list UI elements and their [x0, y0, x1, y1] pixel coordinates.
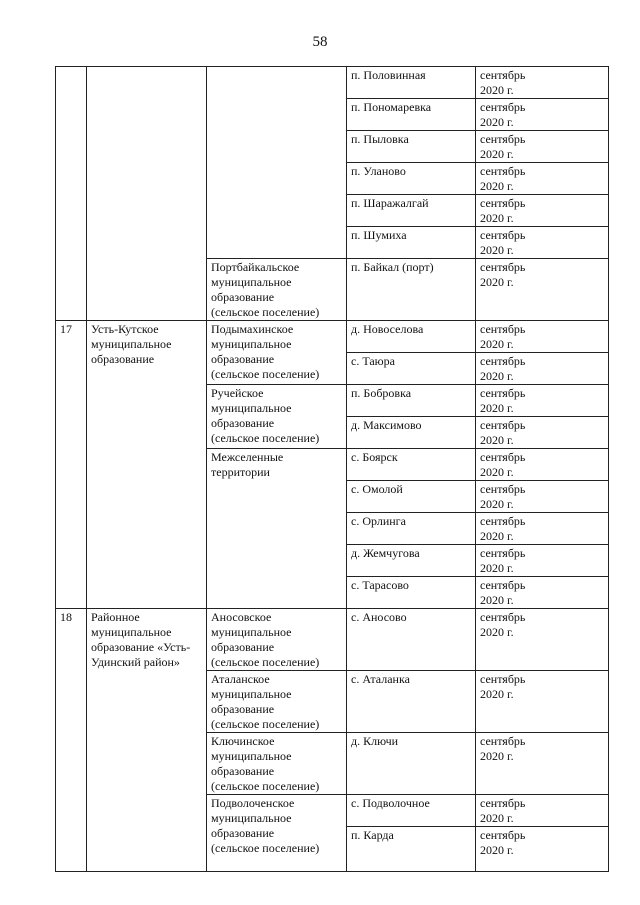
- date-cell: сентябрь 2020 г.: [476, 259, 609, 321]
- date-cell: сентябрь 2020 г.: [476, 795, 609, 827]
- date-cell: сентябрь 2020 г.: [476, 609, 609, 671]
- settlement-cell: с. Омолой: [347, 481, 476, 513]
- municipality-cell: [207, 67, 347, 259]
- date-cell: сентябрь 2020 г.: [476, 67, 609, 99]
- settlement-cell: д. Максимово: [347, 417, 476, 449]
- settlement-cell: с. Подволочное: [347, 795, 476, 827]
- settlement-cell: п. Половинная: [347, 67, 476, 99]
- date-cell: сентябрь 2020 г.: [476, 227, 609, 259]
- date-cell: сентябрь 2020 г.: [476, 353, 609, 385]
- row-number-cell: [56, 67, 87, 321]
- district-cell: [87, 67, 207, 321]
- settlement-cell: с. Аталанка: [347, 671, 476, 733]
- settlement-cell: п. Шаражалгай: [347, 195, 476, 227]
- settlement-cell: п. Карда: [347, 827, 476, 872]
- schedule-table: [55, 66, 609, 872]
- date-cell: сентябрь 2020 г.: [476, 385, 609, 417]
- date-cell: сентябрь 2020 г.: [476, 733, 609, 795]
- date-cell: сентябрь 2020 г.: [476, 449, 609, 481]
- settlement-cell: с. Таюра: [347, 353, 476, 385]
- date-cell: сентябрь 2020 г.: [476, 577, 609, 609]
- municipality-cell: Ключинское муниципальное образование (сельское поселение): [207, 733, 347, 795]
- date-cell: сентябрь 2020 г.: [476, 545, 609, 577]
- settlement-cell: с. Орлинга: [347, 513, 476, 545]
- row-number-cell: 17: [56, 321, 87, 609]
- row-number-cell: 18: [56, 609, 87, 872]
- settlement-cell: п. Шумиха: [347, 227, 476, 259]
- date-cell: сентябрь 2020 г.: [476, 827, 609, 872]
- district-cell: Усть-Кутское муниципальное образование: [87, 321, 207, 609]
- settlement-cell: с. Аносово: [347, 609, 476, 671]
- settlement-cell: п. Бобровка: [347, 385, 476, 417]
- municipality-cell: Ручейское муниципальное образование (сельское поселение): [207, 385, 347, 449]
- municipality-cell: Подволоченское муниципальное образование (сельское поселение): [207, 795, 347, 872]
- settlement-cell: д. Жемчугова: [347, 545, 476, 577]
- municipality-cell: Аталанское муниципальное образование (сельское поселение): [207, 671, 347, 733]
- date-cell: сентябрь 2020 г.: [476, 195, 609, 227]
- date-cell: сентябрь 2020 г.: [476, 321, 609, 353]
- date-cell: сентябрь 2020 г.: [476, 481, 609, 513]
- settlement-cell: с. Тарасово: [347, 577, 476, 609]
- date-cell: сентябрь 2020 г.: [476, 671, 609, 733]
- date-cell: сентябрь 2020 г.: [476, 513, 609, 545]
- settlement-cell: д. Ключи: [347, 733, 476, 795]
- district-cell: Районное муниципальное образование «Усть- Удинский район»: [87, 609, 207, 872]
- settlement-cell: п. Пономаревка: [347, 99, 476, 131]
- date-cell: сентябрь 2020 г.: [476, 99, 609, 131]
- date-cell: сентябрь 2020 г.: [476, 417, 609, 449]
- municipality-cell: Аносовское муниципальное образование (сельское поселение): [207, 609, 347, 671]
- date-cell: сентябрь 2020 г.: [476, 163, 609, 195]
- date-cell: сентябрь 2020 г.: [476, 131, 609, 163]
- municipality-cell: Портбайкальское муниципальное образование (сельское поселение): [207, 259, 347, 321]
- settlement-cell: п. Пыловка: [347, 131, 476, 163]
- settlement-cell: п. Байкал (порт): [347, 259, 476, 321]
- page-number: 58: [312, 34, 328, 50]
- settlement-cell: п. Уланово: [347, 163, 476, 195]
- settlement-cell: д. Новоселова: [347, 321, 476, 353]
- settlement-cell: с. Боярск: [347, 449, 476, 481]
- municipality-cell: Межселенные территории: [207, 449, 347, 609]
- municipality-cell: Подымахинское муниципальное образование (сельское поселение): [207, 321, 347, 385]
